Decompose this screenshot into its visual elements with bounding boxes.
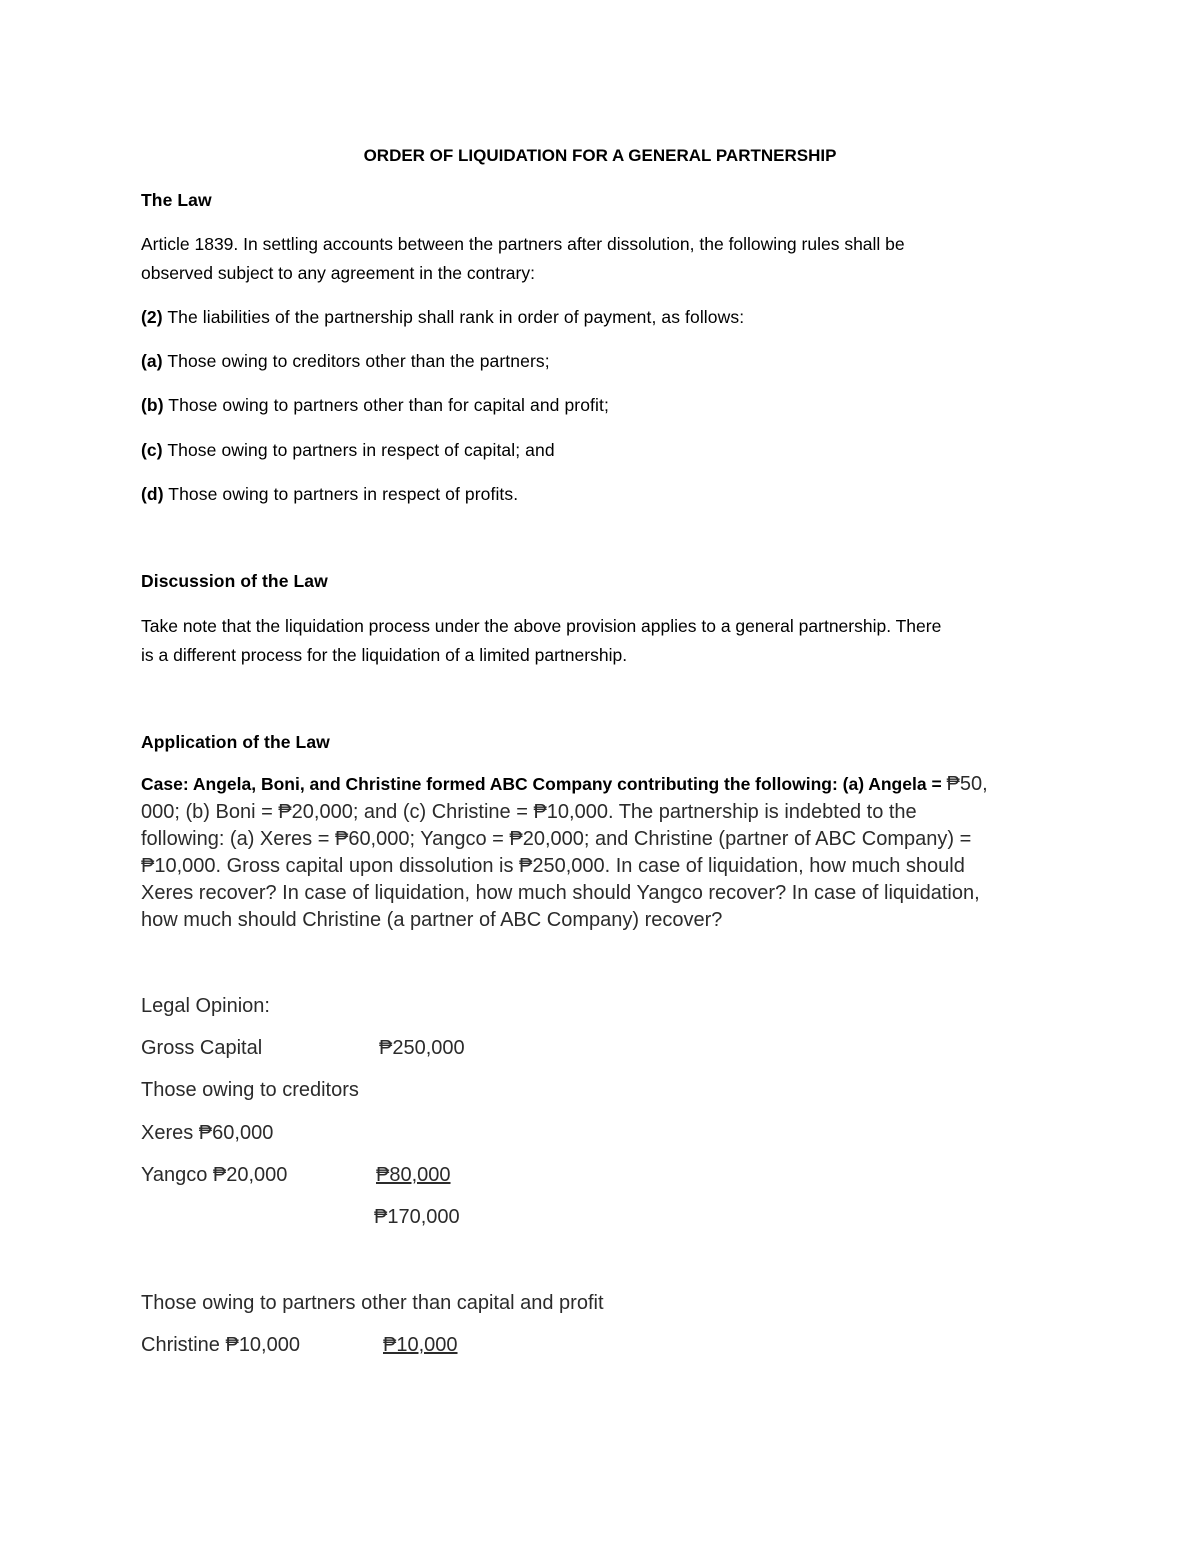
article-paragraph — [141, 230, 1056, 288]
yangco-line: Yangco ₱20,000 — [141, 1164, 288, 1186]
rule-item-label: (2) — [141, 307, 163, 327]
creditors-total: ₱80,000 — [376, 1164, 451, 1186]
section-heading-discussion: Discussion of the Law — [141, 571, 328, 591]
article-line: Article 1839. In settling accounts between the partners after dissolution, the following rules shall be — [141, 234, 905, 254]
rule-item-text: Those owing to partners in respect of profits. — [163, 484, 519, 504]
case-line: how much should Christine (a partner of ABC Company) recover? — [141, 909, 723, 931]
discussion-paragraph — [141, 612, 1056, 670]
gross-capital-label: Gross Capital — [141, 1037, 263, 1059]
discussion-line: Take note that the liquidation process under the above provision applies to a general partnership. There — [141, 616, 942, 636]
rule-item-b — [141, 394, 609, 416]
case-paragraph — [141, 771, 1056, 934]
creditors-label: Those owing to creditors — [141, 1079, 359, 1101]
article-line: observed subject to any agreement in the contrary: — [141, 263, 535, 283]
discussion-line: is a different process for the liquidation of a limited partnership. — [141, 645, 628, 665]
rule-item-text: Those owing to partners other than for capital and profit; — [163, 395, 609, 415]
case-line — [141, 771, 1056, 799]
xeres-line: Xeres ₱60,000 — [141, 1122, 274, 1144]
legal-opinion-heading: Legal Opinion: — [141, 995, 270, 1017]
rule-item-label: (d) — [141, 484, 164, 504]
section-heading-application: Application of the Law — [141, 732, 330, 752]
rule-item-text: Those owing to partners in respect of capital; and — [162, 440, 555, 460]
case-line: following: (a) Xeres = ₱60,000; Yangco = ₱20,000; and Christine (partner of ABC Company) = — [141, 828, 972, 850]
case-line: 000; (b) Boni = ₱20,000; and (c) Christine = ₱10,000. The partnership is indebted to the — [141, 801, 917, 823]
christine-line: Christine ₱10,000 — [141, 1334, 300, 1356]
rule-item-label: (c) — [141, 440, 163, 460]
case-lead: Case: Angela, Boni, and Christine formed ABC Company contributing the following: (a) Angela = — [141, 774, 947, 794]
case-line: ₱10,000. Gross capital upon dissolution is ₱250,000. In case of liquidation, how much should — [141, 855, 965, 877]
rule-item-text: Those owing to creditors other than the partners; — [162, 351, 550, 371]
gross-capital-value: ₱250,000 — [379, 1037, 465, 1059]
case-lead-value: ₱50, — [946, 773, 988, 795]
rule-item-c — [141, 439, 555, 461]
section-heading-law: The Law — [141, 190, 212, 210]
partners-label: Those owing to partners other than capital and profit — [141, 1292, 604, 1314]
document-title: ORDER OF LIQUIDATION FOR A GENERAL PARTNERSHIP — [363, 146, 837, 165]
case-line: Xeres recover? In case of liquidation, how much should Yangco recover? In case of liquidation, — [141, 882, 980, 904]
christine-total: ₱10,000 — [383, 1334, 458, 1356]
rule-item-2 — [141, 306, 744, 328]
rule-item-d — [141, 483, 518, 505]
remaining-capital: ₱170,000 — [374, 1206, 460, 1228]
rule-item-text: The liabilities of the partnership shall rank in order of payment, as follows: — [162, 307, 745, 327]
rule-item-label: (a) — [141, 351, 163, 371]
rule-item-a — [141, 350, 550, 372]
rule-item-label: (b) — [141, 395, 164, 415]
